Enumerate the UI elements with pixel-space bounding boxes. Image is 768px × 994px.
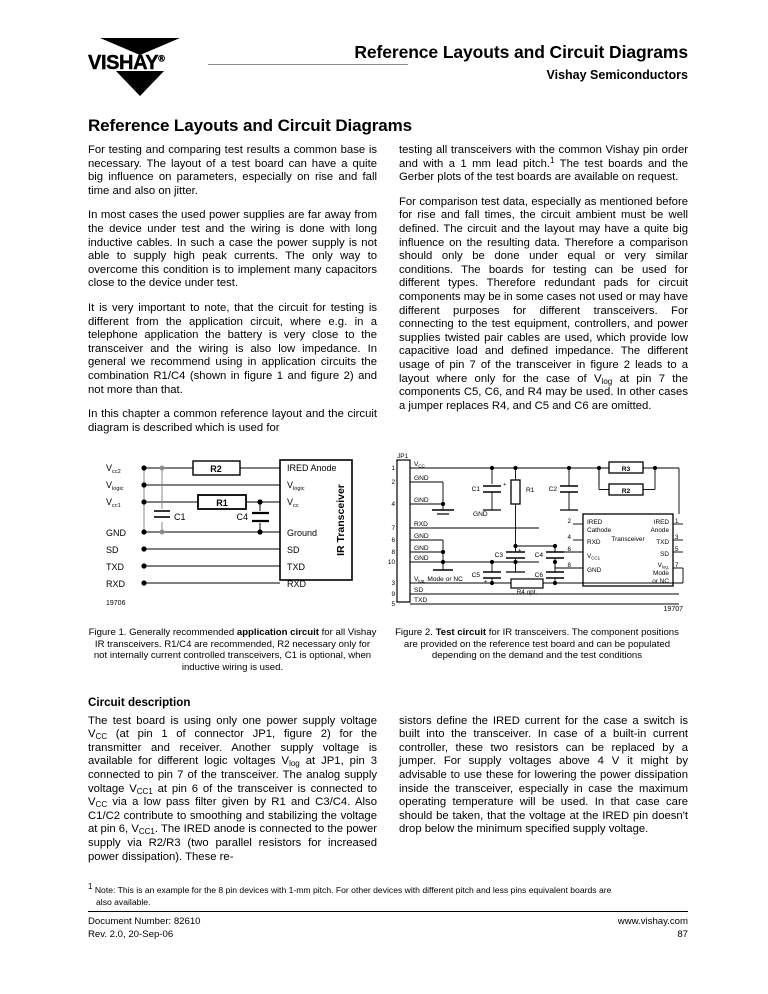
figure2-pin-number: 4 (391, 501, 395, 509)
footer-right (618, 916, 688, 941)
header-divider (208, 64, 408, 65)
text-run: via a low pass filter given by R1 and C3/C4. Also C1/C2 contribute to smoothing and stabilizing the voltage at pin 6, V (88, 796, 377, 836)
subscript: CC (95, 800, 108, 810)
figure1-left-label: $V_{cc2}$ (106, 463, 121, 476)
figure2-pin-number: 5 (391, 601, 395, 609)
circuit-description-columns (88, 715, 688, 876)
paragraph (399, 144, 688, 185)
figure2-tr-pin-number: 3 (675, 534, 679, 542)
figure2-r2-label: R2 (621, 488, 631, 496)
footnote-marker: 1 (88, 882, 93, 892)
caption-bold: Test circuit (435, 627, 487, 639)
figure2-signal-label: TXD (414, 597, 428, 605)
figure2-tr-label: $V_{log,}$ (657, 562, 669, 570)
page-number: 87 (677, 928, 688, 940)
figure1-id: 19706 (106, 600, 126, 608)
figure2-pin-number: 6 (391, 537, 395, 545)
figure2-tr-pin-number: 4 (567, 534, 571, 542)
figure2-tr-label: Cathode (587, 527, 612, 535)
figure2-pin-number: 10 (387, 559, 395, 567)
figure1-left-label: $V_{cc1}$ (106, 497, 121, 510)
paragraph-text-cont: at pin 7 the components C5, C6, and R4 may be used. In other cases a jumper replaces R4, and C5 and C6 are omitted. (399, 372, 688, 412)
caption-pre: Figure 1. Generally recommended (88, 627, 237, 639)
figure2-tr-pin-number: 7 (675, 562, 679, 570)
figure1-r2-label: R2 (210, 464, 222, 475)
paragraph-text: testing all transceivers with the common Vishay pin order and with a 1 mm lead pitch. (399, 144, 688, 170)
figure1-c4-label: C4 (236, 512, 248, 523)
intro-left-column (88, 144, 377, 446)
footnote (88, 882, 688, 907)
subscript: log (289, 759, 300, 769)
logo-registered-icon: ® (158, 53, 165, 64)
figure2-pin-number: 3 (391, 580, 395, 588)
figure1-pin-label: Ground (287, 528, 318, 539)
paragraph-text-cont: The test boards and the Gerber plots of the test boards are available on request. (399, 157, 688, 184)
text-run: at JP1, pin 3 connected to pin 7 of the transceiver. The analog supply voltage V (88, 755, 377, 795)
figure2-tr-label: or NC (652, 578, 669, 586)
subscript: log (601, 376, 613, 386)
figure2-tr-label: RXD (587, 539, 601, 547)
figure2-signal-label: GND (414, 555, 429, 563)
figure2-signal-label: GND (414, 545, 429, 553)
footer-left (88, 916, 201, 941)
figure2-signal-label: GND (414, 497, 429, 505)
figure2-signal-label: $V_{log,}$ Mode or NC (414, 576, 463, 584)
footer-divider (88, 911, 688, 912)
figure1-pin-label: $V_{cc}$ (287, 497, 299, 510)
figure2-c1-label: C1 (471, 486, 480, 494)
figure2-connector-label: JP1 (397, 453, 409, 461)
section-heading: Circuit description (88, 695, 191, 709)
figure2-tr-pin-number: 5 (675, 546, 679, 554)
figure2-tr-label: Anode (650, 527, 669, 535)
document-page (88, 0, 688, 994)
figure2-tr-label: Mode (653, 570, 669, 578)
document-number: Document Number: 82610 (88, 916, 201, 928)
figure2-c2-label: C2 (548, 486, 557, 494)
logo-triangle-bottom-icon (116, 71, 164, 96)
figure2-tr-label: GND (587, 567, 602, 575)
subscript: CC1 (138, 827, 155, 837)
figure2-tr-pin-number: 6 (567, 546, 571, 554)
text-run: (at pin 1 of connector JP1, figure 2) for the transmitter and receiver. Another supply voltage is available for different logic voltages V (88, 728, 377, 768)
text-run: at pin 6 of the transceiver is connected to V (88, 782, 377, 809)
figure2-pin-number: 9 (391, 591, 395, 599)
page-title: Reference Layouts and Circuit Diagrams (88, 116, 413, 135)
figure2-id: 19707 (663, 606, 683, 613)
paragraph: sistors define the IRED current for the case a switch is built into the transceiver. In case of a built-in current controller, these two resistors can be replaced by a jumper. For supply voltages above 4 V it might by advisable to use these for lowering the power dissipation inside the transceiver, especially in case the maximum operating temperature will be used. In that case care should be taken, that the voltage at the IRED pin doesn't drop below the minimum specified supply voltage. (399, 714, 688, 836)
figure2-pin-number: 2 (391, 479, 395, 487)
figure2-pin-number: 1 (391, 465, 395, 473)
figure1-pin-label: RXD (287, 579, 307, 590)
figure2-pin-number: 8 (391, 549, 395, 557)
circuit-description-left (88, 715, 377, 876)
figure2-c5-polarity: + (484, 579, 488, 586)
figure1-left-label: RXD (106, 579, 126, 590)
caption-pre: Figure 2. (395, 627, 436, 639)
figure2-r3-label: R3 (621, 466, 631, 474)
footnote-text-cont: also available. (96, 896, 151, 907)
figure-2-caption (387, 627, 687, 662)
paragraph (88, 715, 377, 865)
page-footer (88, 916, 688, 941)
figure1-left-label: $V_{logic}$ (106, 480, 124, 493)
figure-2 (387, 452, 687, 673)
figure1-pin-label: $V_{logic}$ (287, 480, 305, 493)
figure2-signal-label: GND (414, 533, 429, 541)
figure2-c4-label: C4 (534, 552, 543, 560)
figure1-r1-label: R1 (216, 498, 228, 509)
figure2-c1-polarity: + (503, 482, 507, 489)
figure-2-schematic (387, 452, 687, 612)
figure2-signal-label: GND (414, 475, 429, 483)
vishay-logo (88, 38, 196, 96)
figure2-tr-pin-number: 1 (675, 518, 679, 526)
figure2-signal-label: $V_{CC}$ (414, 461, 425, 469)
figure2-tr-label: IRED (587, 519, 603, 527)
paragraph: In this chapter a common reference layout and the circuit diagram is described which is used for (88, 408, 377, 434)
caption-post: for all Vishay IR transceivers. R1/C4 are recommended, R2 necessary only for not internally current controlled transceivers, C1 is optional, when inductive wiring is used. (93, 627, 377, 674)
intro-right-column (399, 144, 688, 446)
figure2-signal-label: SD (414, 587, 424, 595)
figure2-pin-number: 7 (391, 525, 395, 533)
figure2-tr-label: TXD (656, 539, 669, 547)
figure1-left-label: SD (106, 545, 119, 556)
paragraph: It is very important to note, that the circuit for testing is different from the application circuit, where e.g. in a telephone application the battery is very close to the transceiver and the wiring is also low impedance. In general we recommend using in application circuits the combination R1/C4 (shown in figure 1 and figure 2) and not more than that. (88, 301, 377, 396)
figure-1 (88, 452, 377, 673)
paragraph (399, 196, 688, 414)
figure2-tr-label: IRED (653, 519, 669, 527)
revision: Rev. 2.0, 20-Sep-06 (88, 928, 174, 940)
figures-row (88, 452, 688, 673)
figure1-left-label: TXD (106, 562, 124, 573)
figure1-left-label: GND (106, 528, 126, 539)
figure1-pin-label: SD (287, 545, 300, 556)
figure2-signal-label: RXD (414, 521, 428, 529)
paragraph-text: For comparison test data, especially as mentioned before for rise and fall times, the circuit ambient must be well defined. The circuit and the layout may have a quite big influence on the resulting data. Therefore a comparison should only be done under equal or very similar conditions. The boards for testing can be used for different types. Therefore redundant pads for circuit components may be in some cases not used or may have different purposes for different transceivers. For connecting to the test equipment, controllers, and power supplies twisted pair cables are used, which provide low capacitive load and defined impedance. The different usage of pin 7 of the transceiver in figure 2 leads to a layout where only for the case of V (399, 195, 688, 385)
subscript: CC1 (136, 786, 153, 796)
header-subtitle: Vishay Semiconductors (546, 68, 688, 82)
figure2-r1-label: R1 (526, 487, 535, 495)
paragraph: In most cases the used power supplies are far away from the device under test and the wiring is done with long inductive cables. In such a case the power supply is not able to supply high peak currents. The only way to overcome this condition is to implement many capacitors close to the device under test. (88, 209, 377, 290)
figure2-r4-label: R4 opt. (516, 589, 538, 597)
figure2-c3-label: C3 (494, 552, 503, 560)
figure-1-schematic (88, 452, 377, 612)
text-run: The test board is using only one power supply voltage V (88, 714, 377, 741)
website-link[interactable]: www.vishay.com (617, 916, 688, 928)
circuit-description-right (399, 715, 688, 876)
figure-1-caption (88, 627, 377, 673)
figure1-pin-label: TXD (287, 562, 305, 573)
footnote-marker: 1 (550, 155, 555, 165)
figure1-block-label: IR Transceiver (335, 484, 347, 557)
figure2-tr-title: Transceiver (611, 536, 645, 544)
caption-post: for IR transceivers. The component positions are provided on the reference test board and can be populated depending on the demand and the test conditions (403, 627, 679, 662)
text-run: . The IRED anode is connected to the power supply via R2/R3 (two parallel resistors for increased power dissipation). These re- (88, 823, 377, 863)
figure2-gnd-label: GND (473, 511, 488, 519)
subscript: CC (95, 732, 108, 742)
caption-bold: application circuit (236, 627, 319, 639)
figure2-tr-pin-number: 8 (567, 562, 571, 570)
header-title: Reference Layouts and Circuit Diagrams (354, 42, 688, 62)
figure2-c5-label: C5 (471, 572, 480, 580)
figure2-c6-label: C6 (534, 572, 543, 580)
footnote-text: Note: This is an example for the 8 pin devices with 1-mm pitch. For other devices with different pitch and less pins equivalent boards are (92, 885, 612, 896)
logo-word-text: VISHAY (88, 52, 159, 74)
figure1-pin-label: IRED Anode (287, 463, 337, 474)
figure2-c3-polarity: + (518, 548, 522, 555)
intro-columns (88, 144, 688, 446)
figure2-tr-label: $V_{CC1}$ (587, 553, 601, 561)
page-header (88, 38, 688, 100)
figure2-tr-label: SD (660, 551, 669, 559)
figure1-c1-label: C1 (174, 512, 186, 523)
figure2-tr-pin-number: 2 (567, 518, 571, 526)
paragraph: For testing and comparing test results a common base is necessary. The layout of a test board can have a quite big influence on parameters, especially on rise and fall time and also on jitter. (88, 144, 377, 197)
